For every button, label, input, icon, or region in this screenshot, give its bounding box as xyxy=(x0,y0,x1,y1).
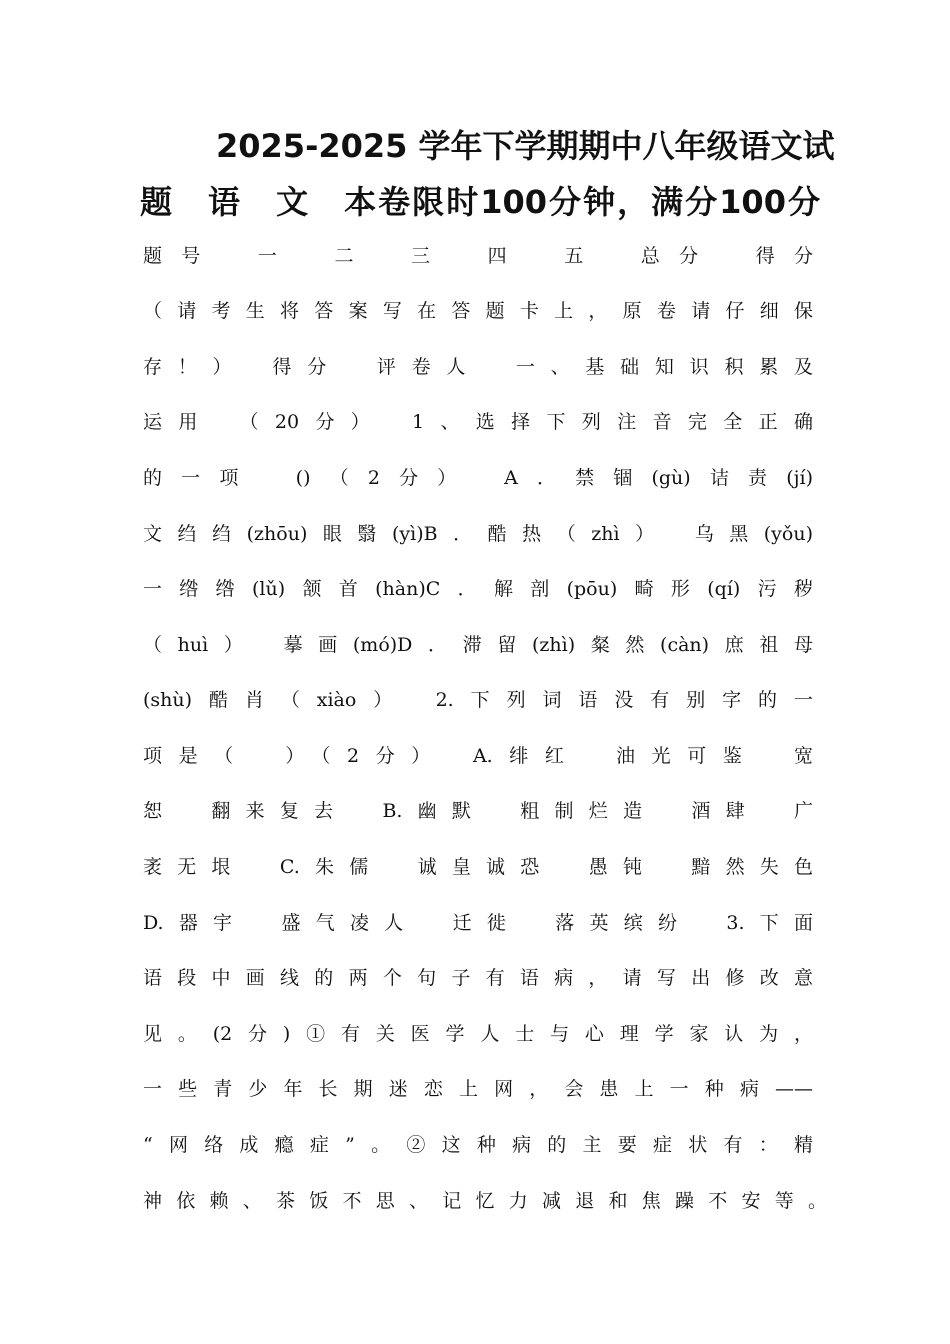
body-line: （请考生将答案写在答题卡上，原卷请仔细保 xyxy=(143,300,813,322)
body-line: 的一项 ()（2分） A．禁锢(gù)诘责(jí) xyxy=(143,467,813,489)
body-line: 运用 （20分） 1、选择下列注音完全正确 xyxy=(143,411,813,433)
body-line: 存！） 得分 评卷人 一、基础知识积累及 xyxy=(143,356,813,378)
body-line: 语段中画线的两个句子有语病，请写出修改意 xyxy=(143,967,813,989)
body-line: 一绺绺(lǔ)颔首(hàn)C．解剖(pōu)畸形(qí)污秽 xyxy=(143,578,813,600)
title-line-1: 2025-2025 学年下学期期中八年级语文试 xyxy=(216,127,835,165)
body-line: 文绉绉(zhōu)眼翳(yì)B．酷热（zhì） 乌黑(yǒu) xyxy=(143,523,813,545)
body-line: （huì） 摹画(mó)D．滞留(zhì)粲然(càn)庶祖母 xyxy=(143,634,813,656)
body-line: “网络成瘾症”。②这种病的主要症状有：精 xyxy=(143,1134,813,1156)
body-line: D.器宇 盛气凌人 迁徙 落英缤纷 3.下面 xyxy=(143,912,813,934)
body-line: 见。(2分)①有关医学人士与心理学家认为， xyxy=(143,1023,813,1045)
body-line: 袤无垠 C.朱儒 诚皇诚恐 愚钝 黯然失色 xyxy=(143,856,813,878)
body-line: 一些青少年长期迷恋上网，会患上一种病—— xyxy=(143,1078,813,1100)
body-line: 项是（ ）（2分） A.绯红 油光可鉴 宽 xyxy=(143,745,813,767)
body-line: 恕 翻来复去 B.幽默 粗制烂造 酒肆 广 xyxy=(143,800,813,822)
body-line: (shù)酷肖（xiào） 2.下列词语没有别字的一 xyxy=(143,689,813,711)
body-line: 神依赖、茶饭不思、记忆力减退和焦躁不安等。 xyxy=(143,1190,827,1212)
title-line-2: 题 语 文 本卷限时100分钟，满分100分 xyxy=(140,183,820,221)
body-line: 题号 一 二 三 四 五 总分 得分 xyxy=(143,245,813,267)
